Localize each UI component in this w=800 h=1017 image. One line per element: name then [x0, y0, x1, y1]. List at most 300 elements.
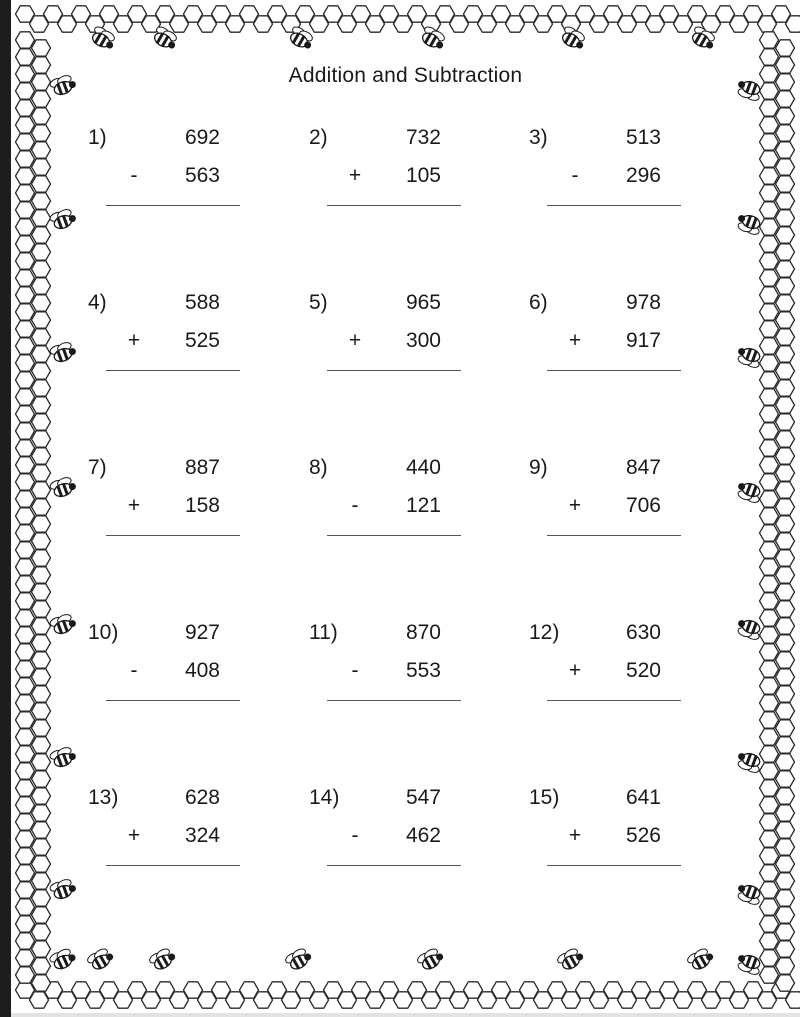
hexagon-icon	[776, 873, 795, 889]
hexagon-icon	[16, 542, 35, 558]
bee-icon	[148, 946, 178, 973]
problem-number: 2)	[309, 126, 328, 149]
hexagon-icon	[776, 465, 795, 481]
answer-line	[106, 535, 240, 536]
augend: 732	[405, 126, 441, 149]
hexagon-icon	[32, 278, 51, 294]
hexagon-icon	[32, 890, 51, 906]
hexagon-icon	[776, 176, 795, 192]
subtrahend: 408	[184, 659, 220, 682]
augend: 641	[625, 786, 661, 809]
hexagon-icon	[16, 219, 35, 235]
subtrahend: 563	[184, 164, 220, 187]
hexagon-icon	[16, 797, 35, 813]
hexagon-icon	[776, 975, 795, 991]
hexagon-icon	[16, 287, 35, 303]
hexagon-icon	[16, 610, 35, 626]
bee-icon	[735, 617, 764, 641]
hexagon-icon	[760, 899, 779, 915]
hexagon-icon	[16, 423, 35, 439]
hexagon-icon	[16, 729, 35, 745]
hexagon-icon	[776, 40, 795, 56]
augend: 978	[625, 291, 661, 314]
hexagon-icon	[32, 448, 51, 464]
hexagon-icon	[760, 593, 779, 609]
hexagon-icon	[32, 669, 51, 685]
hexagon-icon	[776, 924, 795, 940]
bee-icon	[735, 345, 764, 369]
hexagon-icon	[32, 363, 51, 379]
bee-icon	[558, 25, 588, 52]
hexagon-icon	[32, 567, 51, 583]
problem-number: 14)	[309, 786, 340, 809]
operator: -	[130, 164, 138, 187]
hexagon-icon	[776, 788, 795, 804]
addend: 706	[625, 494, 661, 517]
hexagon-icon	[16, 49, 35, 65]
hexagon-icon	[16, 848, 35, 864]
hexagon-icon	[32, 125, 51, 141]
addend: 917	[625, 329, 661, 352]
hexagon-icon	[16, 474, 35, 490]
hexagon-icon	[16, 355, 35, 371]
subtrahend: 296	[625, 164, 661, 187]
operator: -	[351, 824, 359, 847]
hexagon-icon	[776, 329, 795, 345]
hexagon-icon	[776, 482, 795, 498]
hexagon-icon	[760, 406, 779, 422]
hexagon-icon	[776, 567, 795, 583]
hexagon-icon	[32, 788, 51, 804]
hexagon-icon	[32, 533, 51, 549]
hexagon-icon	[32, 873, 51, 889]
hexagon-icon	[776, 703, 795, 719]
hexagon-icon	[776, 941, 795, 957]
hexagon-icon	[32, 40, 51, 56]
hexagon-icon	[760, 814, 779, 830]
problem-number: 1)	[88, 126, 107, 149]
addend: 526	[625, 824, 661, 847]
problem-4	[88, 291, 258, 391]
hexagon-icon	[760, 304, 779, 320]
hexagon-icon	[760, 678, 779, 694]
bee-icon	[418, 25, 448, 52]
hexagon-icon	[32, 482, 51, 498]
problem-13	[88, 786, 258, 886]
hexagon-icon	[776, 380, 795, 396]
hexagon-icon	[32, 108, 51, 124]
hexagon-icon	[760, 491, 779, 507]
hexagon-icon	[16, 134, 35, 150]
hexagon-icon	[32, 312, 51, 328]
problem-number: 11)	[309, 621, 338, 644]
hexagon-icon	[760, 627, 779, 643]
hexagon-icon	[16, 202, 35, 218]
hexagon-icon	[776, 125, 795, 141]
answer-line	[547, 865, 681, 866]
augend: 847	[625, 456, 661, 479]
hexagon-icon	[776, 278, 795, 294]
bee-icon	[556, 946, 586, 973]
hexagon-icon	[16, 321, 35, 337]
hexagon-icon	[32, 805, 51, 821]
hexagon-icon	[760, 440, 779, 456]
problem-12	[529, 621, 699, 721]
bee-icon	[86, 946, 116, 973]
hexagon-icon	[760, 372, 779, 388]
problem-1	[88, 126, 258, 226]
bee-icon	[48, 946, 77, 972]
answer-line	[547, 535, 681, 536]
hexagon-icon	[32, 601, 51, 617]
addend: 300	[405, 329, 441, 352]
hexagon-icon	[16, 168, 35, 184]
hexagon-icon	[760, 355, 779, 371]
hexagon-icon	[32, 720, 51, 736]
hexagon-icon	[32, 346, 51, 362]
operator: +	[348, 164, 362, 187]
hexagon-icon	[776, 397, 795, 413]
hexagon-icon	[16, 763, 35, 779]
problem-number: 9)	[529, 456, 548, 479]
hexagon-icon	[776, 584, 795, 600]
hexagon-icon	[776, 890, 795, 906]
hexagon-icon	[776, 227, 795, 243]
hexagon-icon	[32, 703, 51, 719]
hexagon-icon	[32, 380, 51, 396]
bee-icon	[416, 946, 446, 973]
bee-icon	[686, 946, 716, 973]
hexagon-icon	[776, 618, 795, 634]
hexagon-icon	[32, 210, 51, 226]
hexagon-icon	[760, 202, 779, 218]
hexagon-icon	[760, 287, 779, 303]
hexagon-icon	[760, 474, 779, 490]
answer-line	[327, 370, 461, 371]
operator: -	[351, 494, 359, 517]
hexagon-icon	[32, 91, 51, 107]
problem-6	[529, 291, 699, 391]
answer-line	[327, 700, 461, 701]
hexagon-icon	[16, 559, 35, 575]
hexagon-icon	[760, 916, 779, 932]
answer-line	[327, 535, 461, 536]
hexagon-icon	[16, 406, 35, 422]
hexagon-icon	[760, 780, 779, 796]
hexagon-icon	[776, 261, 795, 277]
minuend: 692	[184, 126, 220, 149]
operator: +	[348, 329, 362, 352]
left-edge-strip	[0, 0, 11, 1017]
hexagon-icon	[776, 210, 795, 226]
problem-5	[309, 291, 479, 391]
operator: -	[130, 659, 138, 682]
hexagon-icon	[32, 176, 51, 192]
hexagon-icon	[776, 448, 795, 464]
hexagon-icon	[760, 117, 779, 133]
hexagon-icon	[32, 295, 51, 311]
operator: +	[568, 329, 582, 352]
hexagon-icon	[760, 185, 779, 201]
hexagon-icon	[760, 457, 779, 473]
operator: -	[351, 659, 359, 682]
hexagon-icon	[16, 389, 35, 405]
hexagon-icon	[16, 151, 35, 167]
problem-15	[529, 786, 699, 886]
operator: +	[127, 329, 141, 352]
hexagon-icon	[760, 712, 779, 728]
subtrahend: 121	[405, 494, 441, 517]
hexagon-icon	[760, 695, 779, 711]
hexagon-icon	[16, 678, 35, 694]
hexagon-icon	[16, 117, 35, 133]
hexagon-icon	[16, 338, 35, 354]
hexagon-icon	[16, 576, 35, 592]
hexagon-icon	[760, 508, 779, 524]
hexagon-icon	[16, 916, 35, 932]
hexagon-icon	[16, 967, 35, 983]
answer-line	[327, 205, 461, 206]
hexagon-icon	[32, 771, 51, 787]
operator: +	[568, 659, 582, 682]
hexagon-icon	[776, 686, 795, 702]
minuend: 927	[184, 621, 220, 644]
hexagon-icon	[32, 635, 51, 651]
hexagon-icon	[760, 270, 779, 286]
bee-icon	[735, 750, 764, 774]
addend: 525	[184, 329, 220, 352]
hexagon-icon	[760, 525, 779, 541]
hexagon-icon	[776, 805, 795, 821]
hexagon-icon	[760, 49, 779, 65]
hexagon-icon	[16, 100, 35, 116]
hexagon-icon	[16, 950, 35, 966]
hexagon-icon	[776, 431, 795, 447]
hexagon-icon	[776, 635, 795, 651]
hexagon-icon	[16, 253, 35, 269]
problem-3	[529, 126, 699, 226]
hexagon-icon	[32, 754, 51, 770]
hexagon-icon	[760, 134, 779, 150]
problem-14	[309, 786, 479, 886]
hexagon-icon	[776, 499, 795, 515]
hexagon-icon	[760, 848, 779, 864]
hexagon-icon	[16, 491, 35, 507]
hexagon-icon	[776, 669, 795, 685]
hexagon-icon	[760, 967, 779, 983]
problem-number: 8)	[309, 456, 328, 479]
hexagon-icon	[776, 108, 795, 124]
hexagon-icon	[776, 958, 795, 974]
hexagon-icon	[32, 652, 51, 668]
hexagon-icon	[16, 712, 35, 728]
hexagon-icon	[32, 465, 51, 481]
hexagon-icon	[776, 516, 795, 532]
hexagon-icon	[32, 550, 51, 566]
problem-number: 10)	[88, 621, 119, 644]
hexagon-icon	[760, 831, 779, 847]
hexagon-icon	[760, 151, 779, 167]
augend: 628	[184, 786, 220, 809]
hexagon-icon	[776, 601, 795, 617]
hexagon-icon	[32, 244, 51, 260]
minuend: 870	[405, 621, 441, 644]
bee-icon	[284, 946, 314, 973]
hexagon-icon	[776, 652, 795, 668]
hexagon-icon	[776, 839, 795, 855]
subtrahend: 553	[405, 659, 441, 682]
hexagon-icon	[760, 321, 779, 337]
hexagon-icon	[16, 831, 35, 847]
bee-icon	[49, 475, 78, 499]
hexagon-icon	[32, 329, 51, 345]
hexagon-icon	[760, 236, 779, 252]
bee-icon	[49, 877, 78, 901]
addend: 105	[405, 164, 441, 187]
hexagon-icon	[776, 346, 795, 362]
bee-icon	[49, 340, 78, 364]
minuend: 513	[625, 126, 661, 149]
bee-icon	[735, 882, 764, 906]
answer-line	[547, 205, 681, 206]
hexagon-icon	[760, 559, 779, 575]
problem-11	[309, 621, 479, 721]
hexagon-icon	[16, 661, 35, 677]
hexagon-icon	[32, 924, 51, 940]
subtrahend: 462	[405, 824, 441, 847]
hexagon-icon	[32, 907, 51, 923]
hexagon-icon	[32, 431, 51, 447]
problem-2	[309, 126, 479, 226]
hexagon-icon	[760, 661, 779, 677]
answer-line	[327, 865, 461, 866]
bee-icon	[735, 212, 764, 236]
problem-number: 7)	[88, 456, 107, 479]
addend: 324	[184, 824, 220, 847]
addend: 158	[184, 494, 220, 517]
hexagon-icon	[32, 737, 51, 753]
hexagon-icon	[776, 142, 795, 158]
bottom-edge-rule	[11, 1013, 800, 1017]
hexagon-icon	[32, 686, 51, 702]
hexagon-icon	[776, 737, 795, 753]
hexagon-icon	[32, 193, 51, 209]
augend: 887	[184, 456, 220, 479]
hexagon-icon	[776, 295, 795, 311]
hexagon-icon	[16, 933, 35, 949]
hexagon-icon	[776, 550, 795, 566]
minuend: 547	[405, 786, 441, 809]
hexagon-icon	[32, 856, 51, 872]
hexagon-icon	[32, 227, 51, 243]
hexagon-icon	[32, 142, 51, 158]
hexagon-icon	[32, 397, 51, 413]
hexagon-icon	[32, 822, 51, 838]
hexagon-icon	[760, 882, 779, 898]
augend: 630	[625, 621, 661, 644]
answer-line	[106, 205, 240, 206]
hexagon-icon	[776, 312, 795, 328]
hexagon-icon	[760, 933, 779, 949]
answer-line	[547, 700, 681, 701]
minuend: 440	[405, 456, 441, 479]
hexagon-icon	[760, 253, 779, 269]
augend: 588	[184, 291, 220, 314]
problem-number: 6)	[529, 291, 548, 314]
worksheet-page	[11, 0, 800, 1017]
hexagon-icon	[760, 389, 779, 405]
hexagon-icon	[16, 525, 35, 541]
hexagon-icon	[32, 941, 51, 957]
worksheet-title: Addition and Subtraction	[288, 64, 523, 87]
hexagon-icon	[760, 644, 779, 660]
hexagon-icon	[776, 91, 795, 107]
operator: +	[127, 494, 141, 517]
hexagon-icon	[760, 610, 779, 626]
problem-9	[529, 456, 699, 556]
hexagon-icon	[776, 193, 795, 209]
problem-number: 12)	[529, 621, 560, 644]
hexagon-icon	[760, 100, 779, 116]
operator: +	[127, 824, 141, 847]
answer-line	[106, 865, 240, 866]
hexagon-icon	[32, 839, 51, 855]
problem-number: 4)	[88, 291, 107, 314]
hexagon-icon	[16, 814, 35, 830]
problem-number: 15)	[529, 786, 560, 809]
hexagon-icon	[16, 593, 35, 609]
hexagon-icon	[16, 457, 35, 473]
hexagon-icon	[16, 644, 35, 660]
hexagon-icon	[760, 542, 779, 558]
hexagon-icon	[760, 576, 779, 592]
hexagon-icon	[16, 695, 35, 711]
hexagon-icon	[16, 185, 35, 201]
hexagon-icon	[760, 797, 779, 813]
hexagon-icon	[776, 414, 795, 430]
operator: +	[568, 824, 582, 847]
hexagon-icon	[16, 236, 35, 252]
hexagon-icon	[16, 372, 35, 388]
hexagon-icon	[32, 618, 51, 634]
hexagon-icon	[32, 516, 51, 532]
problem-8	[309, 456, 479, 556]
hexagon-icon	[776, 244, 795, 260]
hexagon-icon	[16, 780, 35, 796]
hexagon-icon	[776, 822, 795, 838]
hexagon-icon	[776, 533, 795, 549]
hexagon-icon	[760, 746, 779, 762]
answer-line	[106, 370, 240, 371]
hexagon-icon	[32, 261, 51, 277]
hexagon-icon	[776, 159, 795, 175]
problem-number: 3)	[529, 126, 548, 149]
hexagon-icon	[760, 729, 779, 745]
problem-number: 5)	[309, 291, 328, 314]
hexagon-icon	[16, 746, 35, 762]
bee-icon	[735, 480, 764, 504]
hexagon-icon	[32, 414, 51, 430]
hexagon-icon	[16, 865, 35, 881]
hexagon-icon	[776, 771, 795, 787]
operator: -	[571, 164, 579, 187]
addend: 520	[625, 659, 661, 682]
hexagon-icon	[776, 754, 795, 770]
hexagon-icon	[760, 865, 779, 881]
answer-line	[106, 700, 240, 701]
hexagon-icon	[776, 363, 795, 379]
augend: 965	[405, 291, 441, 314]
